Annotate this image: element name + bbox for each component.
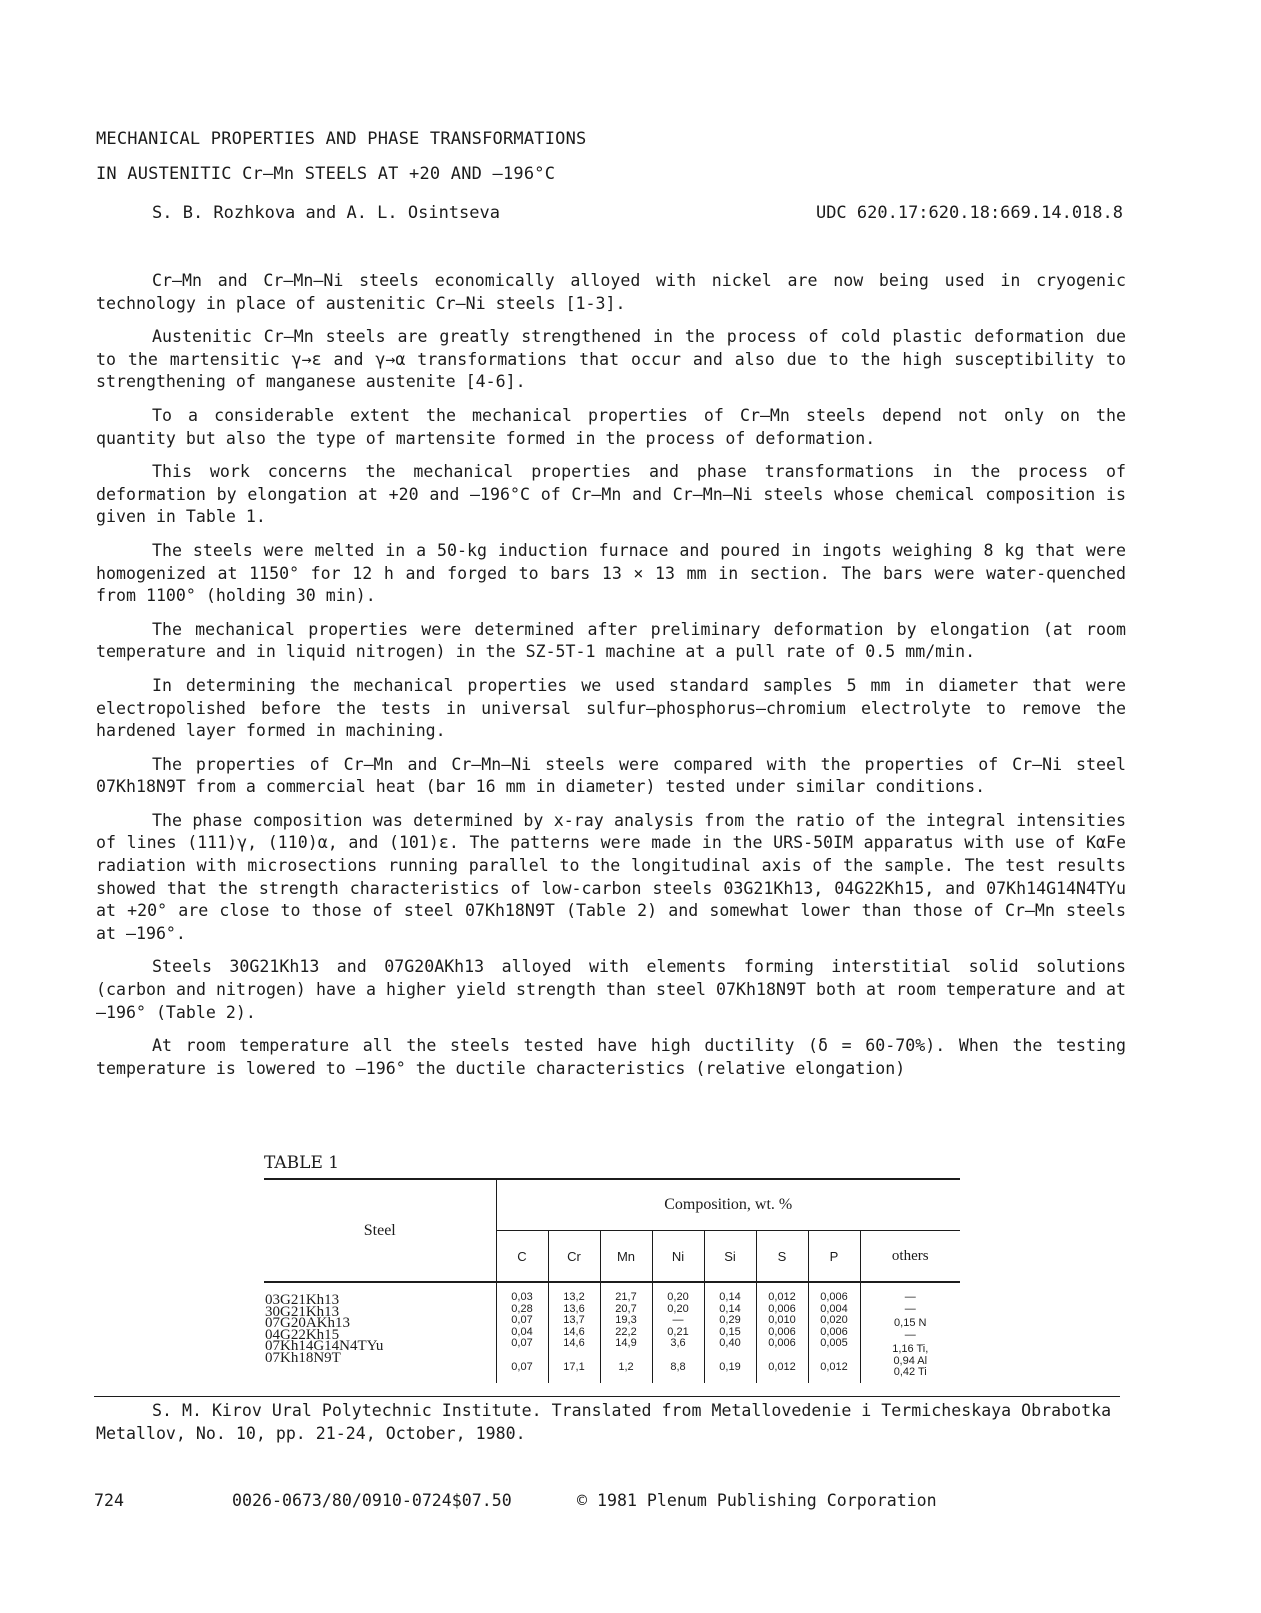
table-cell: 20,7 [615,1302,637,1315]
table-cell: 0,42 Ti [893,1366,927,1378]
table-cell: 0,40 [719,1337,741,1349]
steel-column [264,1282,496,1383]
paragraph: Cr—Mn and Cr—Mn—Ni steels economically alloyed with nickel are now being used in cryogenic technology in place of austenitic Cr—Ni steels [1-3]. [96,271,1126,313]
article-body [96,270,1126,1091]
table-cell: 13,2 [563,1291,585,1303]
page-number: 724 [94,1491,124,1510]
table-cell: 0,006 [820,1291,848,1303]
table-cell: 1,2 [618,1360,634,1373]
ni-column [652,1282,704,1383]
udc-code: UDC 620.17:620.18:669.14.018.8 [815,203,1123,223]
table-cell: 0,15 [719,1325,741,1338]
title-line-2: IN AUSTENITIC Cr—Mn STEELS AT +20 AND —196°C [96,164,556,184]
copyright: © 1981 Plenum Publishing Corporation [577,1491,937,1510]
table-cell: — [904,1291,916,1303]
table-cell: 14,6 [563,1325,585,1338]
table-cell: — [672,1314,684,1326]
steel-name: 30G21Kh13 [265,1303,340,1320]
table-cell: 8,8 [670,1360,686,1373]
table-cell: 1,16 Ti, [892,1343,929,1355]
table-cell: 14,6 [563,1337,585,1349]
table-cell: 0,20 [667,1302,689,1315]
column-header-cr: Cr [548,1231,600,1283]
others-column [860,1282,960,1383]
publication-code: 0026-0673/80/0910-0724$07.50 [232,1491,512,1510]
column-header-si: Si [704,1231,756,1283]
paragraph: In determining the mechanical properties we used standard samples 5 mm in diameter that were electropolished before the tests in universal sulfur—phosphorus—chromium electrolyte to remove the hardened layer formed in machining. [96,675,1126,741]
paragraph: To a considerable extent the mechanical properties of Cr—Mn steels depend not only on the quantity but also the type of martensite formed in the process of deformation. [96,405,1126,448]
cr-column [548,1282,600,1383]
table-cell: 17,1 [563,1360,585,1373]
table-cell: 21,7 [615,1291,637,1303]
table-cell: — [904,1302,916,1315]
table-cell: 0,07 [511,1314,533,1326]
paragraph: Austenitic Cr—Mn steels are greatly strengthened in the process of cold plastic deformation due to the martensitic γ→ε and γ→α transformations that occur and also due to the high susceptibility to strengthening of manganese austenite [4-6]. [96,327,1126,392]
article-title [96,122,586,192]
table-cell: 0,012 [768,1291,796,1303]
paragraph: The properties of Cr—Mn and Cr—Mn—Ni steels were compared with the properties of Cr—Ni steel 07Kh18N9T from a commercial heat (bar 16 mm in diameter) tested under similar conditions. [96,754,1126,797]
table-cell: 13,6 [563,1302,585,1315]
table-cell: 3,6 [670,1337,686,1349]
column-header-p: P [808,1231,860,1283]
table-cell: 14,9 [615,1337,637,1349]
mn-column [600,1282,652,1383]
paragraph: Steels 30G21Kh13 and 07G20AKh13 alloyed with elements forming interstitial solid solutions (carbon and nitrogen) have a higher yield strength than steel 07Kh18N9T both at room temperature and at —196° (Table 2). [96,957,1126,1022]
column-header-ni: Ni [652,1231,704,1283]
table-cell: 0,006 [768,1302,796,1315]
c-column [496,1282,548,1383]
table-cell: 0,07 [511,1337,533,1349]
paragraph: The steels were melted in a 50-kg induction furnace and poured in ingots weighing 8 kg that were homogenized at 1150° for 12 h and forged to bars 13 × 13 mm in section. The bars were water-quenched from 1100° (holding 30 min). [96,540,1126,606]
table-cell: 19,3 [615,1314,637,1326]
table-cell: 0,15 N [894,1317,927,1329]
column-header-mn: Mn [600,1231,652,1283]
paragraph: This work concerns the mechanical properties and phase transformations in the process of deformation by elongation at +20 and —196°C of Cr—Mn and Cr—Mn—Ni steels whose chemical composition is given in Table 1. [96,462,1126,527]
composition-header: Composition, wt. % [496,1179,960,1231]
table-cell: 0,29 [719,1314,741,1326]
table-row [264,1282,960,1383]
table-cell: 0,07 [511,1360,533,1373]
steel-name: 07G20AKh13 [265,1315,350,1331]
steel-name: 03G21Kh13 [265,1292,340,1308]
table-cell: 0,14 [719,1302,741,1315]
table-cell: 0,005 [820,1337,848,1349]
p-column [808,1282,860,1383]
table-cell: 0,006 [820,1325,848,1338]
paragraph: The phase composition was determined by x-ray analysis from the ratio of the integral intensities of lines (111)γ, (110)α, and (101)ε. The patterns were made in the URS-50IM apparatus with use of KαFe radiation with microsections running parallel to the longitudinal axis of the sample. The test results showed that the strength characteristics of low-carbon steels 03G21Kh13, 04G22Kh15, and 07Kh14G14N4TYu at +20° are close to those of steel 07Kh18N9T (Table 2) and somewhat lower than those of Cr—Mn steels at —196°. [96,810,1126,943]
si-column [704,1282,756,1383]
table-cell: 22,2 [615,1325,637,1338]
steel-name: 07Kh14G14N4TYu [265,1338,384,1354]
table-cell: 0,020 [820,1314,848,1326]
paragraph: The mechanical properties were determined after preliminary deformation by elongation (at room temperature and in liquid nitrogen) in the SZ-5T-1 machine at a pull rate of 0.5 mm/min. [96,619,1126,662]
composition-table [264,1178,960,1383]
table-cell: 13,7 [563,1314,585,1326]
table-cell: 0,04 [511,1325,533,1338]
footnote-divider [94,1396,1120,1397]
paragraph: At room temperature all the steels tested have high ductility (δ = 60-70%). When the testing temperature is lowered to —196° the ductile characteristics (relative elongation) [96,1036,1126,1078]
table-cell: 0,03 [511,1291,533,1303]
table-cell: 0,004 [820,1302,848,1315]
table-cell: 0,010 [768,1314,796,1326]
column-header-c: C [496,1231,548,1283]
footnote: S. M. Kirov Ural Polytechnic Institute. Translated from Metallovedenie i Termicheskaya Obrabotka Metallov, No. 10, pp. 21-24, October, 1980. [96,1401,1112,1443]
table-cell: 0,94 Al [893,1354,928,1367]
steel-name: 04G22Kh15 [265,1326,340,1343]
table-cell: 0,21 [667,1325,689,1338]
table-cell: 0,012 [820,1360,848,1373]
table-cell: — [904,1328,916,1341]
column-header-others: others [891,1247,929,1264]
table-cell: 0,14 [719,1291,741,1303]
authors: S. B. Rozhkova and A. L. Osintseva [152,203,500,223]
column-header-s: S [756,1231,808,1283]
steel-header: Steel [264,1179,496,1282]
table-cell: 0,006 [768,1337,796,1349]
s-column [756,1282,808,1383]
title-line-1: MECHANICAL PROPERTIES AND PHASE TRANSFORMATIONS [96,129,587,149]
table-label: TABLE 1 [264,1153,340,1173]
table-cell: 0,20 [667,1291,689,1303]
table-cell: 0,28 [511,1302,533,1315]
table-cell: 0,19 [719,1360,741,1373]
table-cell: 0,012 [768,1360,796,1373]
table-cell: 0,006 [768,1325,796,1338]
steel-name: 07Kh18N9T [265,1349,341,1366]
